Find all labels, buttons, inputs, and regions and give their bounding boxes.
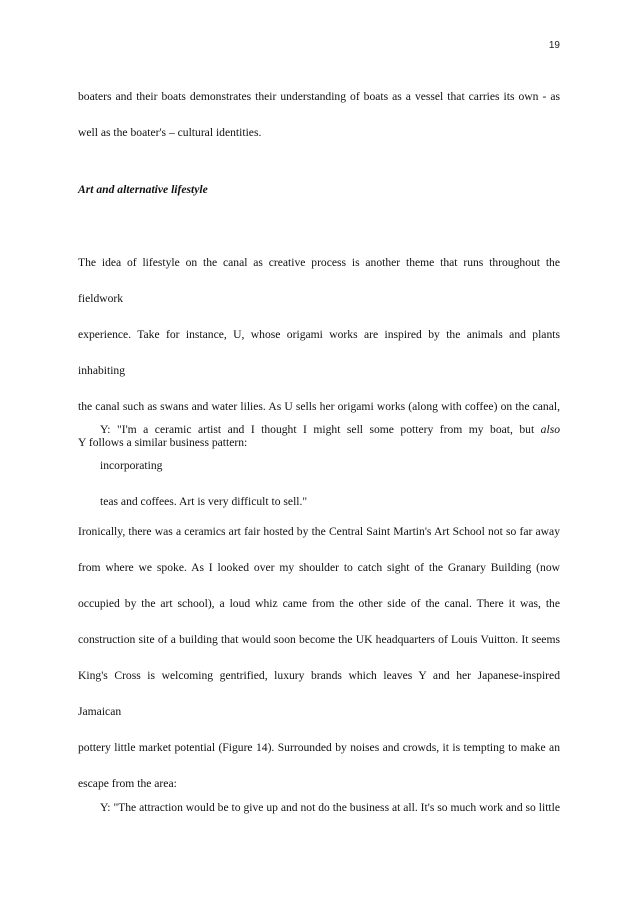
paragraph-line: experience. Take for instance, U, whose origami works are inspired by the animals and plants inhabiting [78,328,560,377]
paragraph-line: pottery little market potential (Figure 14). Surrounded by noises and crowds, it is tempting to make an [78,741,560,754]
interview-quote-pottery [100,412,560,520]
paragraph-line: The idea of lifestyle on the canal as creative process is another theme that runs throughout the fieldwork [78,256,560,305]
quote-emphasis: also [540,423,560,436]
paragraph-line: from where we spoke. As I looked over my shoulder to catch sight of the Granary Building (now [78,561,560,574]
paragraph-line: well as the boater's – cultural identities. [78,126,262,139]
page-number: 19 [548,40,560,51]
paragraph-line: Y follows a similar business pattern: [78,436,248,449]
paragraph-line: the canal such as swans and water lilies. As U sells her origami works (along with coffee) on the canal, [78,400,560,413]
quote-line: Y: "The attraction would be to give up and not do the business at all. It's so much work and so little [100,801,560,814]
paragraph-ceramics-fair [78,514,560,802]
paragraph-line: occupied by the art school), a loud whiz came from the other side of the canal. There it was, the [78,597,560,610]
paragraph-line: escape from the area: [78,777,177,790]
paragraph-line: King's Cross is welcoming gentrified, luxury brands which leaves Y and her Japanese-inspired Jamaican [78,669,560,718]
paragraph-line: boaters and their boats demonstrates their understanding of boats as a vessel that carries its own - as [78,90,560,103]
quote-text: incorporating [100,459,163,472]
paragraph-line: Ironically, there was a ceramics art fair hosted by the Central Saint Martin's Art School not so far away [78,525,560,538]
quote-line [100,412,560,484]
paragraph-line: construction site of a building that would soon become the UK headquarters of Louis Vuitton. It seems [78,633,560,646]
quote-text: Y: "I'm a ceramic artist and I thought I might sell some pottery from my boat, but [100,423,541,436]
quote-line: teas and coffees. Art is very difficult to sell." [100,495,308,508]
interview-quote-give-up [100,790,560,826]
paragraph-boaters-identity [78,79,560,151]
section-heading: Art and alternative lifestyle [78,183,208,196]
